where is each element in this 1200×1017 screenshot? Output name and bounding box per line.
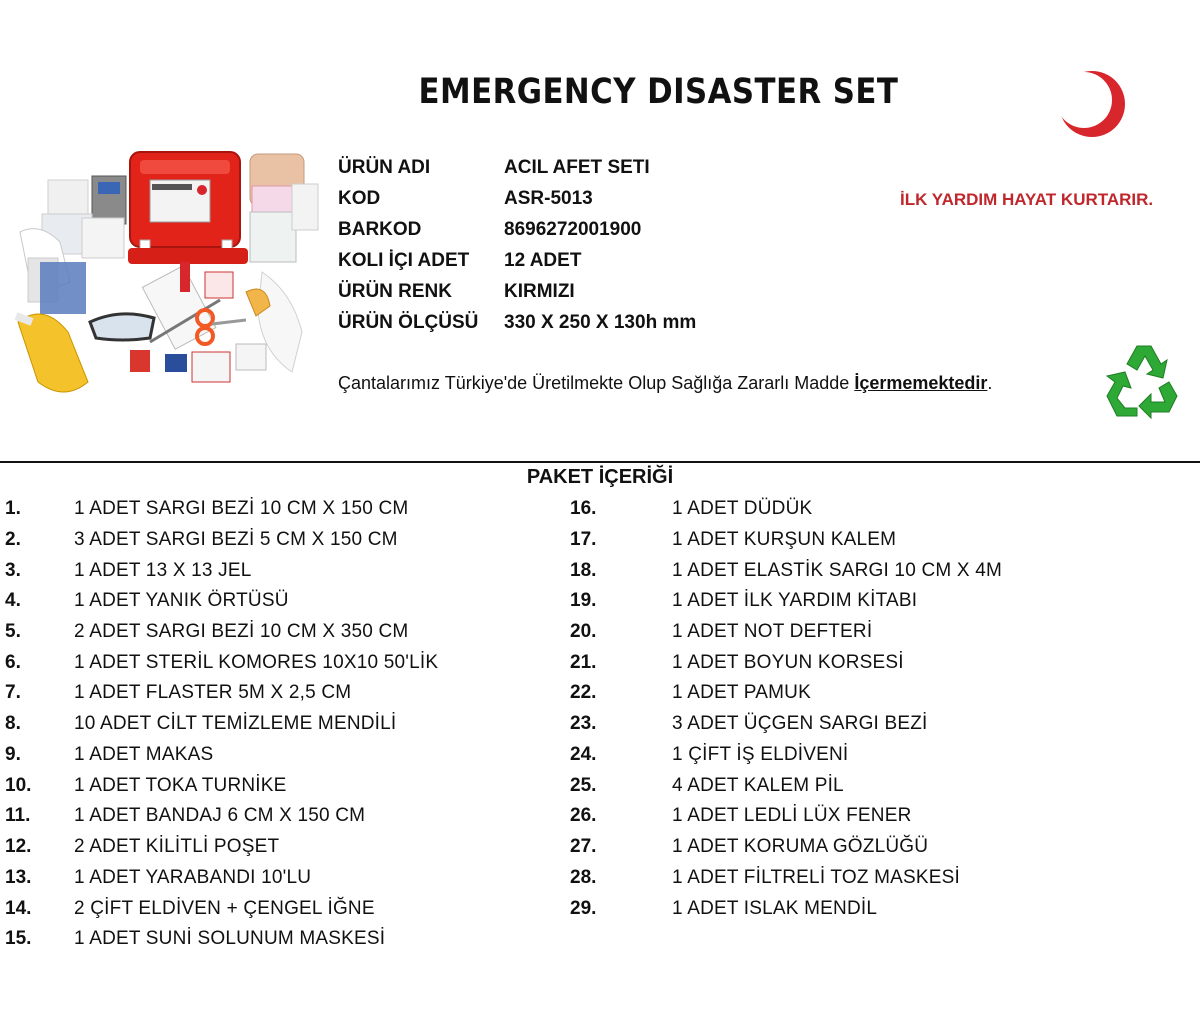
- notice-text: [338, 373, 992, 394]
- item-number: 6.: [5, 652, 21, 673]
- item-text: 3 ADET ÜÇGEN SARGI BEZİ: [672, 713, 928, 734]
- item-number: 2.: [5, 529, 21, 550]
- item-text: 1 ADET YARABANDI 10'LU: [74, 867, 312, 888]
- item-text: 1 ADET MAKAS: [74, 744, 214, 765]
- item-number: 21.: [570, 652, 597, 673]
- section-divider: [0, 461, 1200, 463]
- item-text: 1 ADET TOKA TURNİKE: [74, 775, 287, 796]
- item-number: 24.: [570, 744, 597, 765]
- item-number: 15.: [5, 928, 32, 949]
- item-number: 11.: [5, 805, 31, 826]
- spec-value: ASR-5013: [504, 188, 593, 209]
- item-text: 2 ADET SARGI BEZİ 10 CM X 350 CM: [74, 621, 409, 642]
- item-text: 4 ADET KALEM PİL: [672, 775, 844, 796]
- item-number: 8.: [5, 713, 21, 734]
- item-number: 17.: [570, 529, 597, 550]
- item-text: 1 ADET PAMUK: [672, 682, 811, 703]
- item-number: 14.: [5, 898, 32, 919]
- item-number: 10.: [5, 775, 32, 796]
- spec-value: 8696272001900: [504, 219, 642, 240]
- item-number: 19.: [570, 590, 597, 611]
- item-text: 1 ADET 13 X 13 JEL: [74, 560, 252, 581]
- spec-label: BARKOD: [338, 219, 422, 240]
- recycle-icon: [1103, 342, 1185, 420]
- item-number: 1.: [5, 498, 21, 519]
- spec-label: KOLI İÇI ADET: [338, 250, 470, 271]
- recycle-number: 6: [1139, 376, 1149, 390]
- item-number: 20.: [570, 621, 597, 642]
- item-number: 13.: [5, 867, 32, 888]
- item-text: 2 ÇİFT ELDİVEN + ÇENGEL İĞNE: [74, 898, 375, 919]
- item-text: 1 ADET FİLTRELİ TOZ MASKESİ: [672, 867, 961, 888]
- item-text: 1 ADET SUNİ SOLUNUM MASKESİ: [74, 928, 386, 949]
- spec-label: KOD: [338, 188, 381, 209]
- spec-value: 12 ADET: [504, 250, 582, 271]
- item-text: 1 ÇİFT İŞ ELDİVENİ: [672, 744, 849, 765]
- item-number: 22.: [570, 682, 597, 703]
- item-number: 4.: [5, 590, 21, 611]
- item-text: 1 ADET YANIK ÖRTÜSÜ: [74, 590, 289, 611]
- spec-label: ÜRÜN RENK: [338, 281, 452, 302]
- notice-main: Çantalarımız Türkiye'de Üretilmekte Olup Sağlığa Zararlı Madde: [338, 373, 855, 393]
- item-number: 26.: [570, 805, 597, 826]
- item-text: 1 ADET ISLAK MENDİL: [672, 898, 878, 919]
- item-number: 27.: [570, 836, 597, 857]
- item-text: 1 ADET BOYUN KORSESİ: [672, 652, 904, 673]
- item-text: 1 ADET FLASTER 5M X 2,5 CM: [74, 682, 352, 703]
- item-text: 1 ADET KORUMA GÖZLÜĞÜ: [672, 836, 929, 857]
- notice-end: .: [987, 373, 993, 393]
- item-number: 18.: [570, 560, 597, 581]
- item-text: 3 ADET SARGI BEZİ 5 CM X 150 CM: [74, 529, 398, 550]
- item-text: 10 ADET CİLT TEMİZLEME MENDİLİ: [74, 713, 397, 734]
- item-number: 28.: [570, 867, 597, 888]
- spec-label: ÜRÜN ÖLÇÜSÜ: [338, 312, 479, 333]
- product-photo: [0, 122, 330, 432]
- notice-emphasis: İçermemektedir: [854, 373, 988, 393]
- item-text: 1 ADET STERİL KOMORES 10X10 50'LİK: [74, 652, 439, 673]
- spec-label: ÜRÜN ADI: [338, 157, 431, 178]
- slogan: İLK YARDIM HAYAT KURTARIR.: [900, 190, 1154, 209]
- item-number: 9.: [5, 744, 21, 765]
- item-text: 1 ADET BANDAJ 6 CM X 150 CM: [74, 805, 366, 826]
- spec-value: KIRMIZI: [504, 281, 575, 302]
- spec-value: 330 X 250 X 130h mm: [504, 312, 697, 333]
- item-number: 12.: [5, 836, 32, 857]
- item-text: 1 ADET NOT DEFTERİ: [672, 621, 873, 642]
- item-number: 25.: [570, 775, 597, 796]
- item-text: 1 ADET LEDLİ LÜX FENER: [672, 805, 912, 826]
- item-text: 1 ADET KURŞUN KALEM: [672, 529, 897, 550]
- item-number: 5.: [5, 621, 21, 642]
- item-text: 1 ADET ELASTİK SARGI 10 CM X 4M: [672, 560, 1003, 581]
- item-text: 1 ADET SARGI BEZİ 10 CM X 150 CM: [74, 498, 409, 519]
- item-number: 7.: [5, 682, 21, 703]
- item-number: 3.: [5, 560, 21, 581]
- page-title: EMERGENCY DISASTER SET: [418, 72, 899, 112]
- item-text: 1 ADET İLK YARDIM KİTABI: [672, 590, 918, 611]
- item-number: 16.: [570, 498, 597, 519]
- item-number: 29.: [570, 898, 597, 919]
- item-text: 1 ADET DÜDÜK: [672, 498, 813, 519]
- red-crescent-icon: [1056, 70, 1126, 138]
- contents-title: PAKET İÇERİĞİ: [526, 466, 674, 488]
- item-number: 23.: [570, 713, 597, 734]
- spec-value: ACIL AFET SETI: [504, 157, 650, 178]
- item-text: 2 ADET KİLİTLİ POŞET: [74, 836, 280, 857]
